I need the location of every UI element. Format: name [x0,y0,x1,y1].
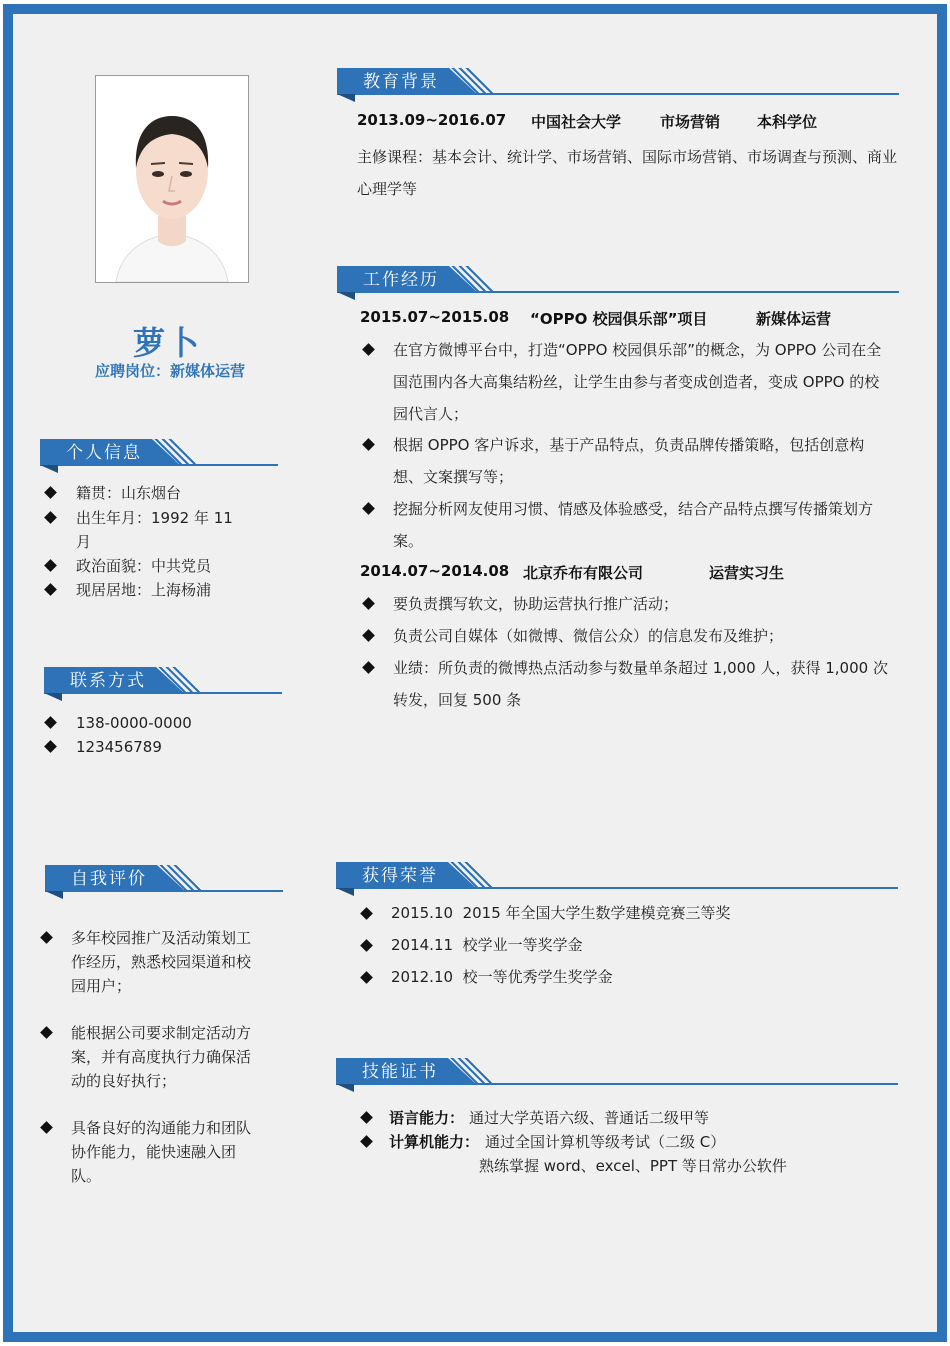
work-role: 新媒体运营 [756,310,832,328]
section-education-title: 教育背景 [363,72,439,92]
profile-photo [95,75,249,283]
politics-text: 政治面貌：中共党员 [76,557,212,575]
work-item: 挖掘分析网友使用习惯、情感及体验感受，结合产品特点撰写传播策划方案。 [393,500,874,550]
edu-major: 市场营销 [660,113,721,131]
computer-skill-text: 通过全国计算机等级考试（二级 C） [485,1133,726,1151]
office-skill-text: 熟练掌握 word、excel、PPT 等日常办公软件 [479,1157,787,1175]
lang-skill-text: 通过大学英语六级、普通话二级甲等 [469,1109,710,1127]
honor-item: 2012.10 校一等优秀学生奖学金 [391,968,613,986]
work-item: 负责公司自媒体（如微博、微信公众）的信息发布及维护； [393,627,784,645]
section-honors-title: 获得荣誉 [362,866,438,886]
self-eval-item: 具备良好的沟通能力和团队协作能力，能快速融入团队。 [71,1119,252,1185]
section-work-header [337,266,899,300]
hometown-text: 籍贯：山东烟台 [76,484,182,502]
honor-item: 2015.10 2015 年全国大学生数学建模竞赛三等奖 [391,904,731,922]
work-period: 2014.07~2014.08 [360,562,510,580]
phone-text: 138-0000-0000 [76,714,192,732]
self-eval-item: 能根据公司要求制定活动方案，并有高度执行力确保活动的良好执行； [71,1024,252,1090]
section-self-eval-title: 自我评价 [71,869,147,889]
work-item: 业绩：所负责的微博热点活动参与数量单条超过 1,000 人，获得 1,000 次转发，回复 500 条 [393,659,888,709]
section-work-title: 工作经历 [363,270,439,290]
work-item: 根据 OPPO 客户诉求，基于产品特点，负责品牌传播策略，包括创意构想、文案撰写等； [393,436,865,486]
section-self-eval-header [45,865,283,899]
edu-degree: 本科学位 [757,113,818,131]
work-period: 2015.07~2015.08 [360,308,510,326]
section-contact-title: 联系方式 [70,671,146,691]
work-org: “OPPO 校园俱乐部”项目 [530,310,708,328]
edu-period: 2013.09~2016.07 [357,111,507,129]
self-eval-item: 多年校园推广及活动策划工作经历，熟悉校园渠道和校园用户； [71,929,252,995]
section-skills-header [336,1058,898,1092]
work-org: 北京乔布有限公司 [523,564,644,582]
qq-text: 123456789 [76,738,162,756]
section-contact-header [44,667,282,701]
edu-courses: 主修课程：基本会计、统计学、市场营销、国际市场营销、市场调查与预测、商业心理学等 [357,148,898,198]
section-education-header [337,68,899,102]
residence-text: 现居居地：上海杨浦 [76,581,212,599]
honor-item: 2014.11 校学业一等奖学金 [391,936,583,954]
section-skills-title: 技能证书 [362,1062,438,1082]
edu-school: 中国社会大学 [531,113,622,131]
lang-skill-label: 语言能力： [389,1109,465,1127]
candidate-name: 萝卜 [132,324,201,362]
section-personal-title: 个人信息 [66,443,142,463]
birth-text: 出生年月：1992 年 11 月 [76,509,233,551]
work-item: 在官方微博平台中，打造“OPPO 校园俱乐部”的概念，为 OPPO 公司在全国范围内各大高集结粉丝，让学生由参与者变成创造者，变成 OPPO 的校园代言人； [393,341,882,423]
applied-position: 应聘岗位：新媒体运营 [94,362,245,380]
section-personal-header [40,439,278,473]
section-honors-header [336,862,898,896]
computer-skill-label: 计算机能力： [389,1133,480,1151]
work-item: 要负责撰写软文，协助运营执行推广活动； [393,595,679,613]
work-role: 运营实习生 [709,564,785,582]
